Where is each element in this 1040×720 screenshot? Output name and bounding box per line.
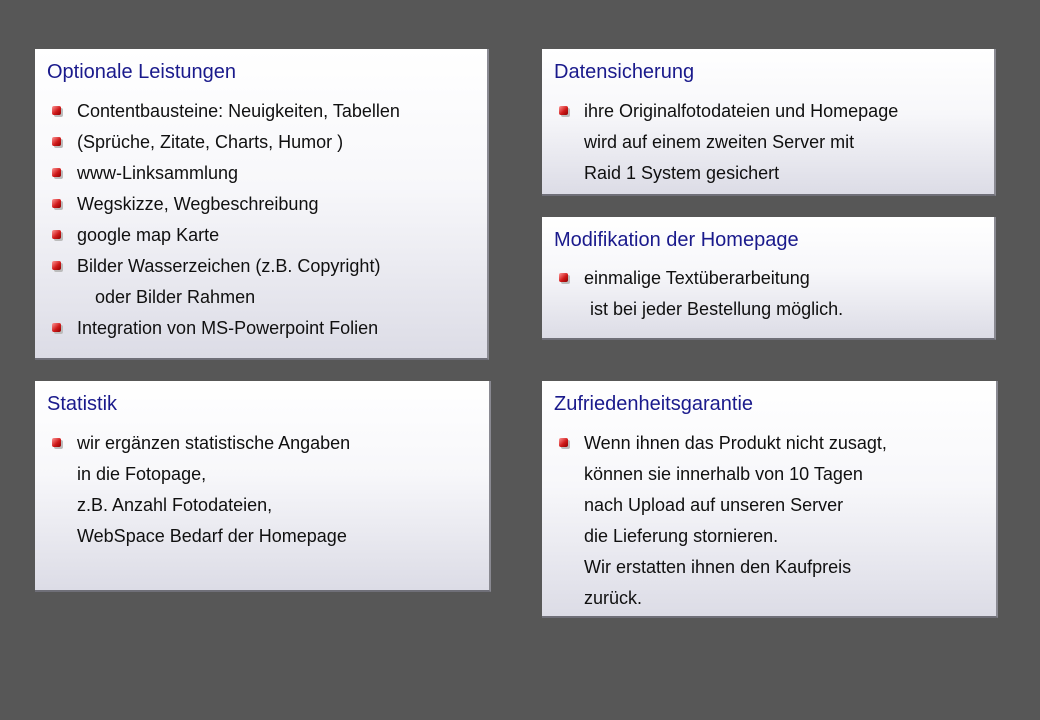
card-title: Statistik xyxy=(47,393,118,415)
list-item-continuation: nach Upload auf unseren Server xyxy=(584,495,844,515)
list-item-continuation: z.B. Anzahl Fotodateien, xyxy=(77,495,273,515)
list-item-continuation: WebSpace Bedarf der Homepage xyxy=(77,526,347,546)
list-item-continuation: können sie innerhalb von 10 Tagen xyxy=(584,464,863,484)
list-item: ihre Originalfotodateien und Homepage xyxy=(542,96,994,127)
list-item: Contentbausteine: Neuigkeiten, Tabellen xyxy=(35,96,487,127)
bullet-icon xyxy=(52,137,61,146)
list-item: Wenn ihnen das Produkt nicht zusagt, xyxy=(542,428,996,459)
bullet-icon xyxy=(52,323,61,332)
bullet-icon xyxy=(52,199,61,208)
feature-list xyxy=(35,96,487,344)
text-list xyxy=(35,428,489,552)
list-item: Bilder Wasserzeichen (z.B. Copyright) xyxy=(35,251,487,282)
list-item: Wegskizze, Wegbeschreibung xyxy=(35,189,487,220)
bullet-icon xyxy=(52,230,61,239)
list-item-continuation: Wir erstatten ihnen den Kaufpreis xyxy=(584,557,852,577)
bullet-icon xyxy=(52,261,61,270)
zufriedenheitsgarantie-card xyxy=(542,381,998,618)
bullet-icon xyxy=(52,438,61,447)
datensicherung-card xyxy=(542,49,996,196)
list-item: wir ergänzen statistische Angaben xyxy=(35,428,489,459)
list-item-continuation: in die Fotopage, xyxy=(77,464,207,484)
list-item-continuation: wird auf einem zweiten Server mit xyxy=(584,132,855,152)
text-list xyxy=(542,428,996,614)
statistik-card xyxy=(35,381,491,592)
list-item: (Sprüche, Zitate, Charts, Humor ) xyxy=(35,127,487,158)
text-list xyxy=(542,96,994,189)
text-list xyxy=(542,263,994,325)
list-item-continuation: zurück. xyxy=(584,588,643,608)
optionale-leistungen-card xyxy=(35,49,489,360)
list-item: www-Linksammlung xyxy=(35,158,487,189)
bullet-icon xyxy=(52,106,61,115)
list-item: einmalige Textüberarbeitung xyxy=(542,263,994,294)
list-item-continuation: ist bei jeder Bestellung möglich. xyxy=(590,299,844,319)
list-item-continuation: oder Bilder Rahmen xyxy=(95,287,256,307)
bullet-icon xyxy=(52,168,61,177)
card-title: Zufriedenheitsgarantie xyxy=(554,393,754,415)
bullet-icon xyxy=(559,106,568,115)
list-item-continuation: Raid 1 System gesichert xyxy=(584,163,780,183)
modifikation-card xyxy=(542,217,996,340)
card-title: Modifikation der Homepage xyxy=(554,229,799,251)
card-title: Datensicherung xyxy=(554,61,695,83)
list-item: google map Karte xyxy=(35,220,487,251)
card-title: Optionale Leistungen xyxy=(47,61,237,83)
list-item-continuation: die Lieferung stornieren. xyxy=(584,526,779,546)
list-item: Integration von MS-Powerpoint Folien xyxy=(35,313,487,344)
bullet-icon xyxy=(559,438,568,447)
bullet-icon xyxy=(559,273,568,282)
